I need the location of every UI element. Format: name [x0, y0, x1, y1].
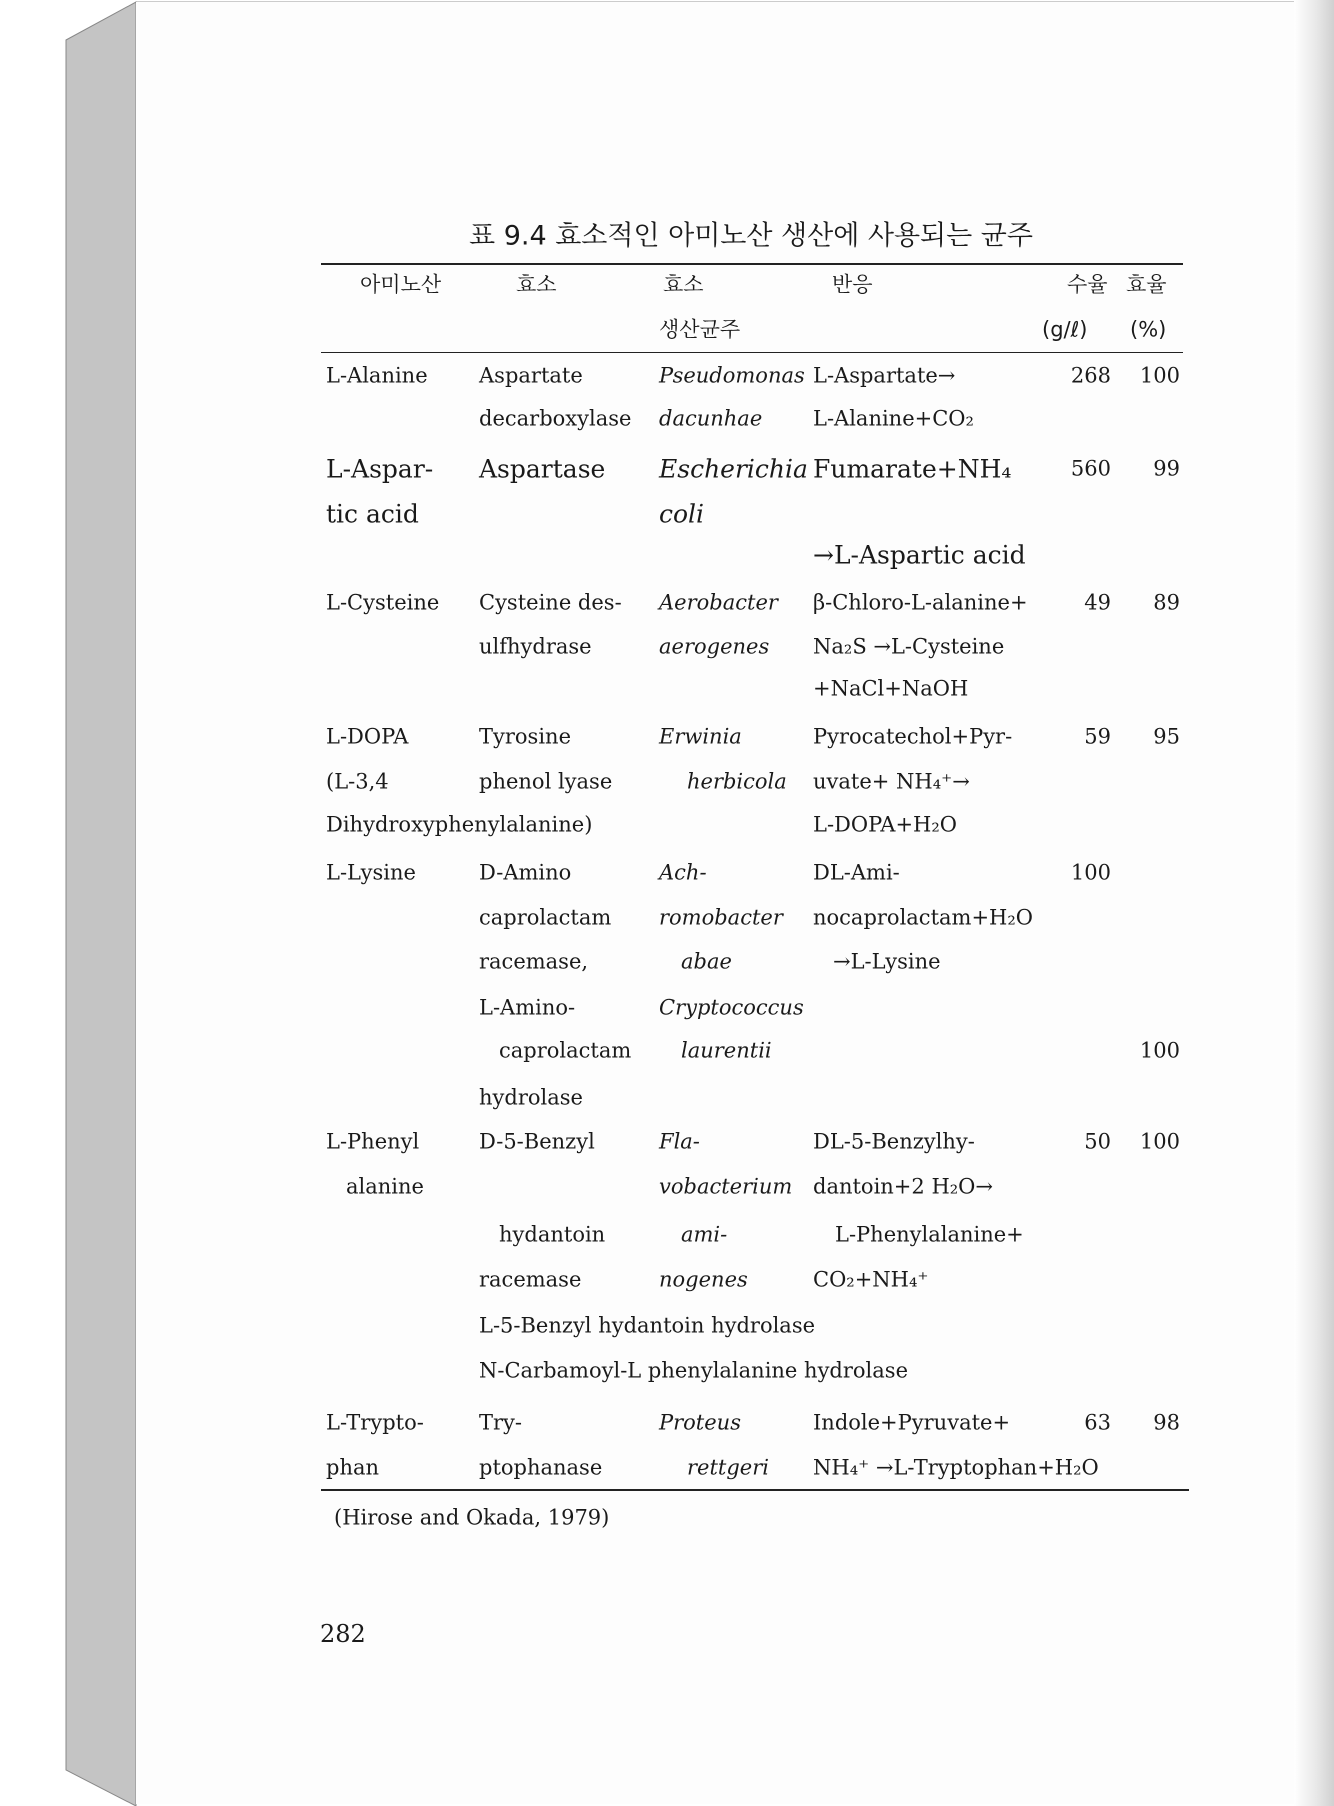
cell-yield: 59: [1084, 724, 1111, 749]
cell-efficiency: 100: [1139, 363, 1180, 388]
cell-amino-acid: Dihydroxyphenylalanine): [326, 812, 593, 837]
cell-organism: vobacterium: [659, 1174, 793, 1199]
cell-enzyme: L-Amino-: [479, 995, 576, 1020]
cell-reaction: NH₄⁺ →L-Tryptophan+H₂O: [813, 1455, 1099, 1480]
table-title: 표 9.4 효소적인 아미노산 생산에 사용되는 균주: [469, 220, 1033, 252]
cell-organism: Erwinia: [659, 724, 742, 749]
cell-reaction: dantoin+2 H₂O→: [813, 1174, 993, 1199]
cell-organism: Ach-: [659, 860, 707, 885]
bottom-rule: [321, 1489, 1189, 1491]
cell-enzyme: hydrolase: [479, 1085, 583, 1110]
cell-reaction: L-Alanine+CO₂: [813, 406, 974, 431]
cell-amino-acid: (L-3,4: [326, 769, 389, 794]
cell-organism: rettgeri: [687, 1455, 769, 1480]
page-number: 282: [320, 1620, 366, 1648]
cell-enzyme: L-5-Benzyl hydantoin hydrolase: [479, 1313, 816, 1338]
cell-yield: 560: [1070, 456, 1111, 481]
cell-organism: aerogenes: [659, 634, 770, 659]
cell-reaction: nocaprolactam+H₂O: [813, 905, 1033, 930]
cell-efficiency: 89: [1153, 590, 1180, 615]
header-reaction: 반응: [832, 272, 873, 297]
cell-reaction: L-Phenylalanine+: [835, 1222, 1024, 1247]
cell-amino-acid: alanine: [346, 1174, 424, 1199]
cell-enzyme: Aspartase: [479, 454, 606, 484]
cell-amino-acid: phan: [326, 1455, 380, 1480]
header-amino-acid: 아미노산: [360, 272, 442, 297]
cell-enzyme: decarboxylase: [479, 406, 632, 431]
citation: (Hirose and Okada, 1979): [334, 1505, 610, 1530]
top-rule: [321, 263, 1183, 265]
cell-amino-acid: L-Aspar-: [326, 454, 434, 484]
header-enzyme: 효소: [516, 272, 557, 297]
cell-enzyme: Cysteine des-: [479, 590, 622, 615]
cell-organism: Aerobacter: [659, 590, 778, 615]
cell-enzyme: Aspartate: [479, 363, 583, 388]
cell-enzyme: D-5-Benzyl: [479, 1129, 595, 1154]
cell-reaction: →L-Aspartic acid: [813, 540, 1026, 570]
cell-reaction: CO₂+NH₄⁺: [813, 1267, 929, 1292]
cell-yield: 50: [1084, 1129, 1111, 1154]
cell-amino-acid: L-Lysine: [326, 860, 416, 885]
cell-enzyme: N-Carbamoyl-L phenylalanine hydrolase: [479, 1358, 908, 1383]
cell-efficiency: 95: [1153, 724, 1180, 749]
cell-enzyme: phenol lyase: [479, 769, 613, 794]
cell-reaction: L-DOPA+H₂O: [813, 812, 958, 837]
cell-reaction: Fumarate+NH₄: [813, 454, 1012, 484]
cell-organism: ami-: [681, 1222, 728, 1247]
cell-enzyme: ptophanase: [479, 1455, 603, 1480]
cell-efficiency: 98: [1153, 1410, 1180, 1435]
cell-reaction: β-Chloro-L-alanine+: [813, 590, 1028, 615]
cell-organism: Fla-: [659, 1129, 700, 1154]
cell-organism: coli: [659, 499, 705, 529]
cell-enzyme: hydantoin: [499, 1222, 606, 1247]
cell-yield: 268: [1070, 363, 1111, 388]
header-rule: [321, 352, 1183, 353]
cell-amino-acid: L-Alanine: [326, 363, 428, 388]
cell-organism: laurentii: [681, 1038, 772, 1063]
cell-enzyme: racemase,: [479, 949, 589, 974]
cell-organism: Pseudomonas: [659, 363, 805, 388]
cell-amino-acid: L-DOPA: [326, 724, 409, 749]
cell-reaction: Indole+Pyruvate+: [813, 1410, 1011, 1435]
cell-amino-acid: L-Trypto-: [326, 1410, 424, 1435]
cell-yield: 49: [1084, 590, 1111, 615]
header-yield-unit: (g/ℓ): [1042, 317, 1088, 342]
cell-organism: nogenes: [659, 1267, 748, 1292]
cell-enzyme: ulfhydrase: [479, 634, 592, 659]
cell-enzyme: caprolactam: [499, 1038, 632, 1063]
cell-reaction: →L-Lysine: [833, 949, 941, 974]
cell-organism: dacunhae: [659, 406, 763, 431]
cell-organism: Cryptococcus: [659, 995, 804, 1020]
cell-yield: 63: [1084, 1410, 1111, 1435]
cell-organism: Proteus: [659, 1410, 741, 1435]
header-efficiency-unit: (%): [1130, 317, 1167, 342]
header-efficiency: 효율: [1126, 272, 1167, 297]
cell-amino-acid: tic acid: [326, 499, 419, 529]
header-organism-sub: 생산균주: [659, 317, 741, 342]
cell-reaction: L-Aspartate→: [813, 363, 956, 388]
cell-organism: abae: [681, 949, 732, 974]
cell-efficiency: 100: [1139, 1038, 1180, 1063]
cell-efficiency: 99: [1153, 456, 1180, 481]
cell-reaction: Pyrocatechol+Pyr-: [813, 724, 1013, 749]
cell-enzyme: racemase: [479, 1267, 582, 1292]
cell-reaction: uvate+ NH₄⁺→: [813, 769, 970, 794]
cell-reaction: DL-Ami-: [813, 860, 900, 885]
cell-enzyme: D-Amino: [479, 860, 572, 885]
page-edge-shadow: [1294, 0, 1334, 1806]
cell-reaction: +NaCl+NaOH: [813, 676, 969, 701]
cell-enzyme: caprolactam: [479, 905, 612, 930]
cell-amino-acid: L-Cysteine: [326, 590, 440, 615]
cell-organism: romobacter: [659, 905, 783, 930]
cell-organism: herbicola: [687, 769, 787, 794]
cell-reaction: Na₂S →L-Cysteine: [813, 634, 1005, 659]
cell-efficiency: 100: [1139, 1129, 1180, 1154]
cell-organism: Escherichia: [659, 454, 808, 484]
header-yield: 수율: [1067, 272, 1108, 297]
cell-enzyme: Try-: [479, 1410, 523, 1435]
cell-reaction: DL-5-Benzylhy-: [813, 1129, 975, 1154]
header-organism: 효소: [663, 272, 704, 297]
cell-enzyme: Tyrosine: [479, 724, 571, 749]
cell-yield: 100: [1070, 860, 1111, 885]
cell-amino-acid: L-Phenyl: [326, 1129, 420, 1154]
